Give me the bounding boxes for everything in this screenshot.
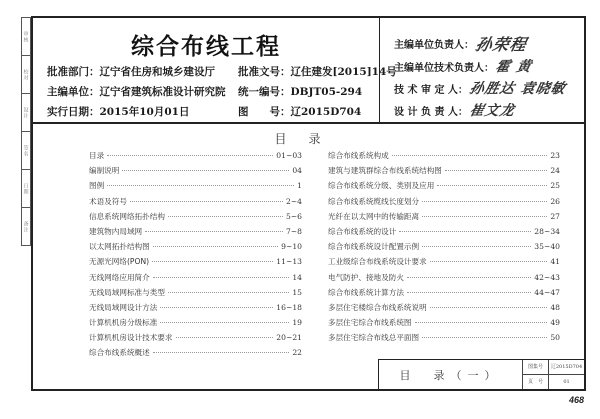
side-cell-label: 校对: [22, 68, 29, 81]
toc-item-title: 建筑与建筑群综合布线系统结构图: [328, 166, 442, 176]
approval-document-number: [238, 64, 397, 79]
toc-item-title: 术语及符号: [89, 196, 127, 206]
toc-item[interactable]: [89, 241, 302, 256]
leader-dots: [407, 277, 531, 278]
toc-item-title: 以太网拓扑结构图: [89, 242, 150, 252]
toc-item-title: 编制说明: [89, 166, 120, 176]
leader-dots: [422, 246, 531, 247]
leader-dots: [160, 322, 289, 323]
leader-dots: [153, 277, 290, 278]
toc-item[interactable]: [328, 211, 560, 226]
side-cell: [22, 18, 30, 56]
title-block: [378, 359, 584, 389]
toc-item-title: 综合布线系统概述: [89, 348, 150, 358]
signature: 崔文龙: [468, 103, 517, 119]
toc-item-title: 目录: [89, 151, 105, 160]
toc-item[interactable]: [328, 256, 560, 271]
toc-item-page: 9~10: [281, 242, 302, 252]
chief-editor-unit: [47, 84, 226, 99]
toc-item-page: 26: [550, 196, 560, 206]
toc-item-title: 无源光网络(PON): [89, 257, 150, 267]
toc-item[interactable]: [89, 165, 302, 180]
toc-item-title: 无线网络应用简介: [89, 272, 150, 282]
header-block: [33, 18, 584, 124]
toc-item[interactable]: [89, 347, 302, 362]
toc-item-page: 1: [297, 181, 302, 191]
responsible-label: 主编单位技术负责人：: [394, 62, 494, 74]
drawing-number: [238, 104, 361, 119]
toc-item-page: 2~4: [285, 196, 302, 206]
leader-dots: [430, 261, 548, 262]
meta-value: DBJT05-294: [290, 86, 363, 98]
meta-label: 批准文号：: [238, 66, 291, 78]
toc-item-title: 计算机机房设计技术要求: [89, 333, 173, 343]
toc-item-page: 24: [550, 166, 560, 176]
toc-item[interactable]: [328, 332, 560, 347]
meta-value: 辽2015D704: [290, 106, 362, 118]
toc-item[interactable]: [328, 226, 560, 241]
toc-item-page: 25: [550, 181, 560, 191]
meta-value: 2015年10月01日: [99, 106, 190, 118]
leader-dots: [445, 170, 547, 171]
toc-item-title: 光纤在以太网中的传输距离: [328, 211, 420, 221]
signature: 霍 黄: [494, 59, 534, 75]
toc-item-page: 41: [550, 257, 560, 267]
leader-dots: [153, 246, 278, 247]
toc-item-title: 电气防护、接地及防火: [328, 272, 404, 282]
atlas-number-label: 图集号: [523, 360, 549, 374]
page-number-row: [523, 375, 584, 390]
technical-reviewer: [394, 78, 566, 98]
toc-item[interactable]: [328, 302, 560, 317]
toc-item-title: 多层住宅楼综合布线系统说明: [328, 302, 427, 312]
leader-dots: [145, 231, 283, 232]
toc-item[interactable]: [328, 180, 560, 195]
side-cell-label: 签名: [22, 144, 29, 157]
leader-dots: [107, 155, 273, 156]
toc-item-title: 信息系统网络拓扑结构: [89, 211, 165, 221]
side-cell-label: 审核: [22, 30, 29, 43]
toc-item[interactable]: [89, 180, 302, 195]
toc-item[interactable]: [89, 256, 302, 271]
leader-dots: [153, 352, 290, 353]
leader-dots: [422, 337, 547, 338]
meta-label: 主编单位：: [47, 86, 100, 98]
leader-dots: [422, 216, 547, 217]
toc-item-title: 无线局域网标准与类型: [89, 287, 165, 297]
page-number-value: 01: [563, 378, 570, 385]
toc-item-title: 综合布线系统计算方法: [328, 287, 404, 297]
toc-item-page: 04: [292, 166, 302, 176]
toc-item[interactable]: [89, 317, 302, 332]
toc-item[interactable]: [328, 150, 560, 165]
responsible-persons: [381, 18, 584, 122]
leader-dots: [130, 201, 283, 202]
meta-label: 统一编号：: [238, 86, 291, 98]
toc-item-title: 多层住宅综合布线总平面图: [328, 333, 420, 343]
toc-item[interactable]: [89, 196, 302, 211]
meta-value: 辽住建发[2015]14号: [290, 66, 397, 78]
toc-item-title: 综合布线系统分级、类别及应用: [328, 181, 435, 191]
toc-item-title: 计算机机房分级标准: [89, 318, 158, 328]
chief-unit-responsible: [394, 32, 527, 55]
leader-dots: [168, 292, 289, 293]
toc-item[interactable]: [328, 317, 560, 332]
leader-dots: [392, 155, 548, 156]
toc-item-page: 7~8: [285, 226, 302, 236]
responsible-label: 主编单位负责人：: [394, 40, 474, 51]
meta-value: 辽宁省建筑标准设计研究院: [99, 86, 226, 98]
design-responsible: [394, 100, 515, 120]
toc-item-page: 49: [550, 318, 560, 328]
leader-dots: [168, 216, 283, 217]
toc-item[interactable]: [89, 272, 302, 287]
review-side-strip: [21, 17, 31, 246]
toc-item-title: 综合布线系统构成: [328, 151, 389, 160]
toc-item-page: 42~43: [534, 272, 560, 282]
toc-item-page: 44~47: [534, 287, 560, 297]
toc-item-page: 01~03: [276, 151, 302, 160]
signature: 孙胜达 袁晓敏: [468, 81, 568, 97]
toc-item-title: 无线局域网设计方法: [89, 302, 158, 312]
unified-number: [238, 84, 362, 99]
toc-heading: 目录: [274, 132, 343, 146]
toc-item-title: 综合布线系统设计配置示例: [328, 242, 420, 252]
meta-value: 辽宁省住房和城乡建设厅: [99, 66, 215, 78]
header-info: [33, 18, 397, 122]
drawing-frame: [31, 16, 586, 391]
leader-dots: [152, 261, 273, 262]
toc-item[interactable]: [89, 211, 302, 226]
approval-department: [47, 64, 215, 79]
leader-dots: [437, 185, 547, 186]
signature: 孙荣程: [473, 35, 529, 54]
chief-unit-technical-responsible: [394, 56, 532, 76]
book-page-number: 468: [568, 395, 584, 405]
meta-label: 图 号：: [238, 106, 291, 118]
toc-item-page: 50: [550, 333, 560, 343]
toc-item-title: 工业级综合布线系统设计要求: [328, 257, 427, 267]
toc-item-page: 16~18: [276, 302, 302, 312]
leader-dots: [160, 307, 273, 308]
side-cell-label: 日期: [22, 182, 29, 195]
toc-item[interactable]: [328, 196, 560, 211]
side-cell: [22, 132, 30, 170]
leader-dots: [399, 231, 531, 232]
toc-item-page: 28~34: [534, 226, 560, 236]
meta-label: 实行日期：: [47, 106, 100, 118]
responsible-label: 设 计 负 责 人：: [394, 106, 468, 118]
toc-item-page: 20~21: [276, 333, 302, 343]
toc-item[interactable]: [89, 332, 302, 347]
leader-dots: [407, 292, 531, 293]
document-title: 综合布线工程: [131, 33, 281, 60]
atlas-number-row: [523, 360, 584, 375]
side-cell-label: 备注: [22, 220, 29, 233]
toc-item-page: 35~40: [534, 242, 560, 252]
toc-item-page: 27: [550, 211, 560, 221]
toc-item-title: 建筑物内局域网: [89, 226, 143, 236]
toc-item[interactable]: [89, 150, 302, 165]
leader-dots: [422, 201, 547, 202]
side-cell: [22, 94, 30, 132]
toc-item[interactable]: [89, 302, 302, 317]
toc-item-page: 15: [292, 287, 302, 297]
leader-dots: [415, 322, 548, 323]
toc-item-title: 综合布线系统缆线长度划分: [328, 196, 420, 206]
toc-right-column: [328, 150, 560, 347]
leader-dots: [430, 307, 548, 308]
toc-item-page: 14: [292, 272, 302, 282]
toc-item[interactable]: [328, 272, 560, 287]
page-number-label: 页 号: [523, 375, 549, 390]
side-cell: [22, 170, 30, 208]
toc-item-page: 5~6: [285, 211, 302, 221]
toc-item-page: 48: [550, 302, 560, 312]
toc-item-page: 23: [550, 151, 560, 160]
toc-item-title: 图例: [89, 181, 105, 191]
toc-item[interactable]: [328, 165, 560, 180]
toc-item-page: 22: [292, 348, 302, 358]
toc-item[interactable]: [328, 241, 560, 256]
sheet-name: 目 录（一）: [399, 368, 502, 382]
leader-dots: [176, 337, 274, 338]
toc-item-page: 11~13: [276, 257, 302, 267]
toc-item-title: 综合布线系统的设计: [328, 226, 397, 236]
toc-left-column: [89, 150, 302, 363]
side-cell-label: 设计: [22, 106, 29, 119]
effective-date: [47, 104, 189, 119]
side-cell: [22, 56, 30, 94]
toc-item-page: 19: [292, 318, 302, 328]
side-cell: [22, 208, 30, 245]
meta-label: 批准部门：: [47, 66, 100, 78]
title-block-grid: [522, 360, 584, 389]
atlas-number-value: 辽2015D704: [550, 364, 583, 371]
toc-item[interactable]: [89, 226, 302, 241]
responsible-label: 技 术 审 定 人：: [394, 84, 468, 96]
toc-item[interactable]: [328, 287, 560, 302]
leader-dots: [107, 185, 294, 186]
leader-dots: [122, 170, 289, 171]
toc-item[interactable]: [89, 287, 302, 302]
toc-item-title: 多层住宅综合布线系统图: [328, 318, 412, 328]
